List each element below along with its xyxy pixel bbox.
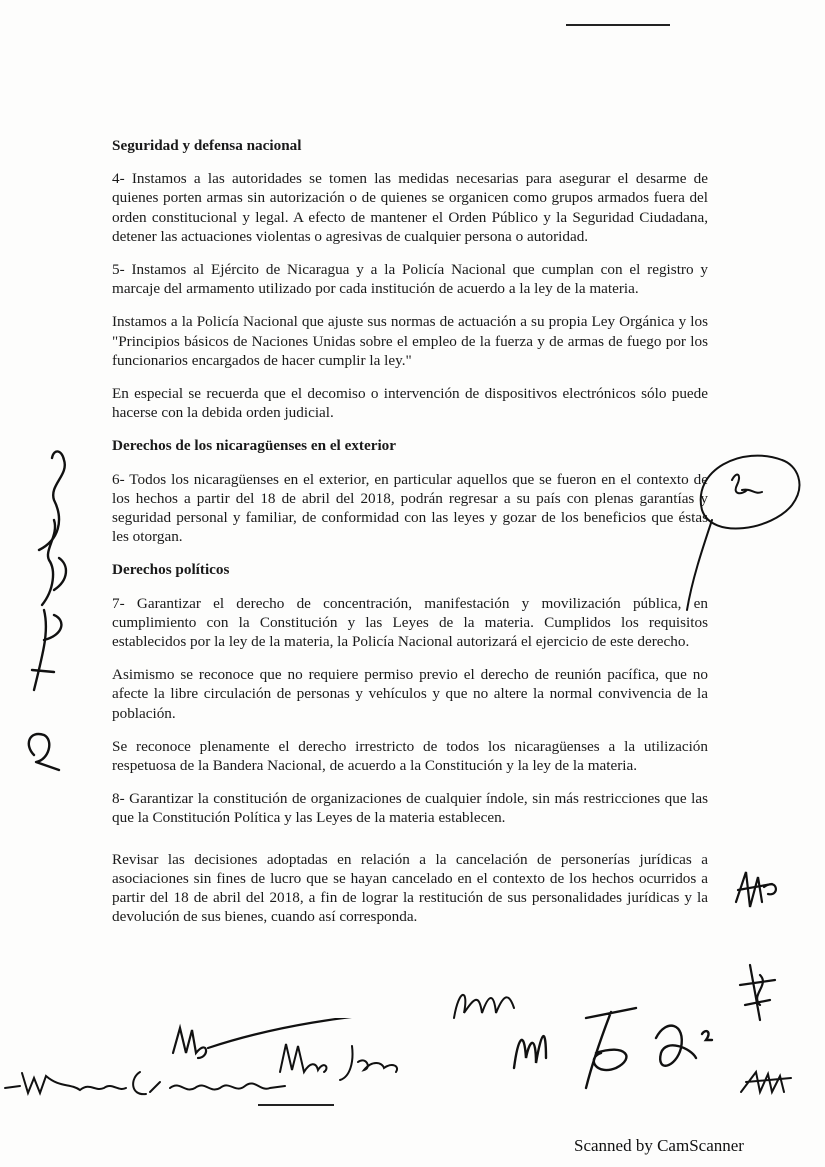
scanner-watermark: Scanned by CamScanner [574,1136,744,1155]
section-heading: Seguridad y defensa nacional [112,137,302,154]
paragraph: Revisar las decisiones adoptadas en relación a la cancelación de personerías jurídicas a asociaciones sin fines de lucro que se hayan cancelado en el contexto de los hechos ocurridos a partir del 18 de abril del 2018, a fin de lograr la restitución de sus personalidades jurídicas y la devolución de sus bienes, cuando así corresponda. [112,850,708,926]
signature-right-lower [730,960,790,1030]
paragraph: 6- Todos los nicaragüenses en el exterior, en particular aquellos que se fueron en el contexto de los hechos a partir del 18 de abril del 2018, podrán regresar a su país con plenas garantías y seguridad personal y familiar, de conformidad con las leyes y gozar de los beneficios que éstas les otorgan. [112,470,708,546]
paragraph: Asimismo se reconoce que no requiere permiso previo el derecho de reunión pacífica, que no afecte la libre circulación de personas y vehículos y que no altere la normal convivencia de la población. [112,666,708,722]
paragraph: Se reconoce plenamente el derecho irrestricto de todos los nicaragüenses a la utilización respetuosa de la Bandera Nacional, de acuerdo a la Constitución y la ley de la materia. [112,737,708,775]
paragraph: 4- Instamos a las autoridades se tomen las medidas necesarias para asegurar el desarme de quienes porten armas sin autorización o de quienes se organicen como grupos armados fuera del orden constitucional y legal. A efecto de mantener el Orden Público y la Seguridad Ciudadana, detener las actuaciones violentas o agresivas de cualquier persona o autoridad. [112,170,708,245]
signature-right-middle [728,862,788,922]
signature-bottom-right-cluster [506,998,716,1098]
paragraph: Instamos a la Policía Nacional que ajuste sus normas de actuación a su propia Ley Orgánica y los "Principios básicos de Naciones Unidas sobre el empleo de la fuerza y de armas de fuego por los funcionarios encargados de hacer cumplir la ley." [112,313,708,369]
signature-left-margin [14,440,84,780]
top-rule [566,24,670,26]
section-heading: Derechos de los nicaragüenses en el exterior [112,437,397,455]
signature-bottom-far-left [0,1058,300,1108]
bottom-rule [258,1104,334,1106]
document-body [112,136,708,941]
paragraph: 8- Garantizar la constitución de organizaciones de cualquier índole, sin más restricciones que las que la Constitución Política y las Leyes de la materia establecen. [112,790,708,827]
signature-bottom-right-corner [736,1062,806,1102]
paragraph: 7- Garantizar el derecho de concentración, manifestación y movilización pública, en cumplimiento con la Constitución y las Leyes de la materia. Cumplidos los requisitos establecidos por la ley de la materia, la Policía Nacional autorizará el ejercicio de este derecho. [112,594,708,651]
section-heading: Derechos políticos [112,561,230,579]
signature-right-top [682,450,812,620]
paragraph: 5- Instamos al Ejército de Nicaragua y a la Policía Nacional que cumplan con el registro y marcaje del armamento utilizado por cada institución de acuerdo a la ley de la materia. [112,261,708,298]
paragraph: En especial se recuerda que el decomiso o intervención de dispositivos electrónicos sólo puede hacerse con la debida orden judicial. [112,385,708,422]
